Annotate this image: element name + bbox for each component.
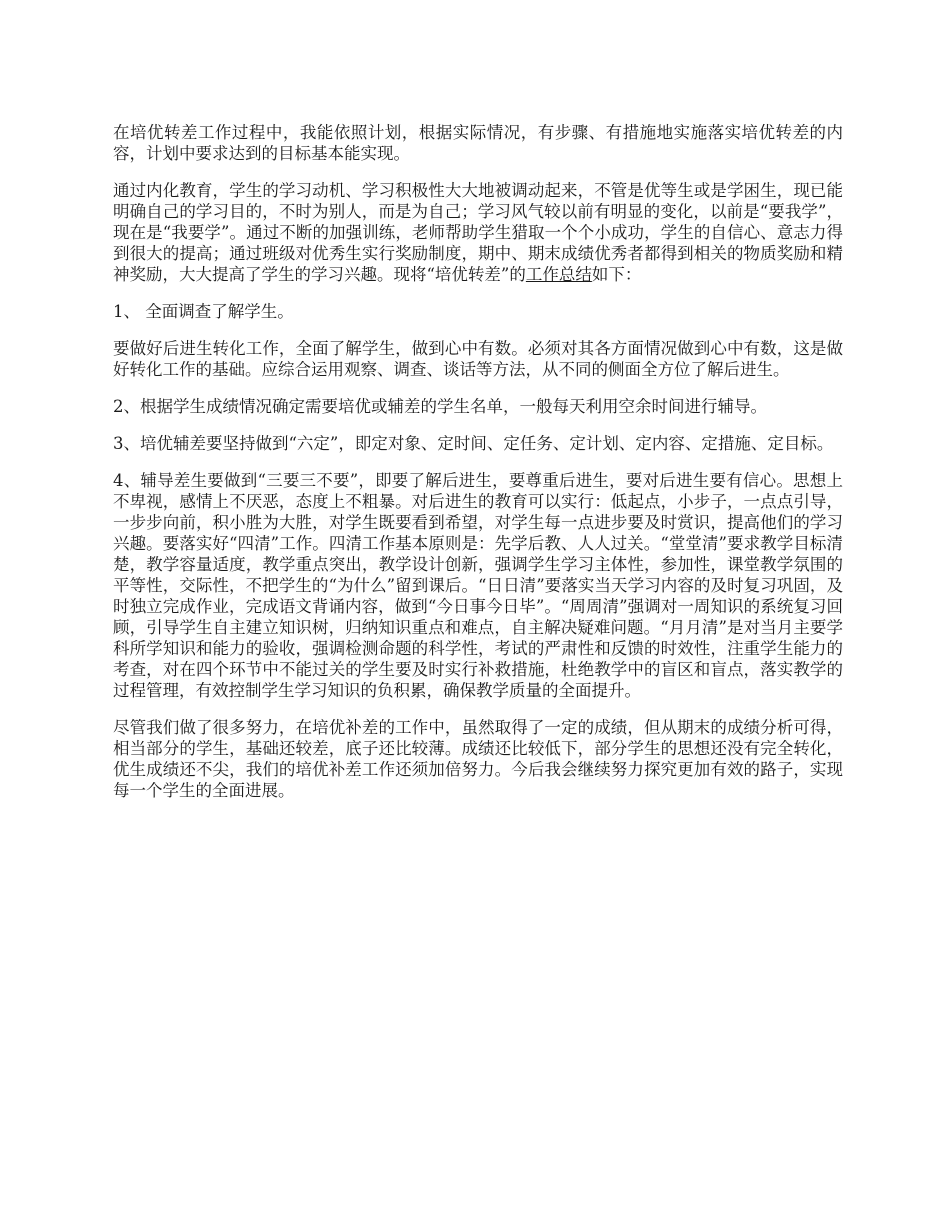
item-4: 4、辅导差生要做到“三要三不要”，即要了解后进生，要尊重后进生，要对后进生要有信心。思想上不卑视，感情上不厌恶，态度上不粗暴。对后进生的教育可以实行：低起点，小步子，一点点引导，一步步向前，积小胜为大胜，对学生既要看到希望，对学生每一点进步要及时赏识，提高他们的学习兴趣。要落实好“四清”工作。四清工作基本原则是：先学后教、人人过关。“堂堂清”要求教学目标清楚，教学容量适度，教学重点突出，教学设计创新，强调学生学习主体性，参加性，课堂教学氛围的平等性，交际性，不把学生的“为什么”留到课后。“日日清”要落实当天学习内容的及时复习巩固，及时独立完成作业，完成语文背诵内容，做到“今日事今日毕”。“周周清”强调对一周知识的系统复习回顾，引导学生自主建立知识树，归纳知识重点和难点，自主解决疑难问题。“月月清”是对当月主要学科所学知识和能力的验收，强调检测命题的科学性，考试的严肃性和反馈的时效性，注重学生能力的考查，对在四个环节中不能过关的学生要及时实行补救措施，杜绝教学中的盲区和盲点，落实教学的过程管理，有效控制学生学习知识的负积累，确保教学质量的全面提升。 bbox=[113, 471, 843, 700]
item-2: 2、根据学生成绩情况确定需要培优或辅差的学生名单，一般每天利用空余时间进行辅导。 bbox=[113, 397, 767, 416]
paragraph-internalization-text: 通过内化教育，学生的学习动机、学习积极性大大地被调动起来，不管是优等生或是学困生，现已能明确自己的学习目的，不时为别人，而是为自己；学习风气较以前有明显的变化，以前是“要我学”，现在是“我要学”。通过不断的加强训练，老师帮助学生猎取一个个小成功，学生的自信心、意志力得到很大的提高；通过班级对优秀生实行奖励制度，期中、期末成绩优秀者都得到相关的物质奖励和精神奖励，大大提高了学生的学习兴趣。现将“培优转差”的 bbox=[113, 181, 843, 284]
paragraph-conclusion: 尽管我们做了很多努力，在培优补差的工作中，虽然取得了一定的成绩，但从期末的成绩分析可得，相当部分的学生，基础还较差，底子还比较薄。成绩还比较低下，部分学生的思想还没有完全转化，优生成绩还不尖，我们的培优补差工作还须加倍努力。今后我会继续努力探究更加有效的路子，实现每一个学生的全面进展。 bbox=[113, 718, 843, 800]
paragraph-intro: 在培优转差工作过程中，我能依照计划，根据实际情况，有步骤、有措施地实施落实培优转差的内容，计划中要求达到的目标基本能实现。 bbox=[113, 123, 843, 163]
document-page bbox=[113, 122, 843, 817]
paragraph-internalization bbox=[113, 180, 843, 285]
paragraph-understand-students: 要做好后进生转化工作，全面了解学生，做到心中有数。必须对其各方面情况做到心中有数，这是做好转化工作的基础。应综合运用观察、调查、谈话等方法，从不同的侧面全方位了解后进生。 bbox=[113, 339, 843, 379]
item-1-heading: 1、 全面调查了解学生。 bbox=[113, 302, 294, 321]
item-3: 3、培优辅差要坚持做到“六定”，即定对象、定时间、定任务、定计划、定内容、定措施、定目标。 bbox=[113, 434, 834, 453]
work-summary-link[interactable]: 工作总结 bbox=[525, 265, 592, 284]
paragraph-internalization-tail: 如下： bbox=[591, 265, 642, 284]
